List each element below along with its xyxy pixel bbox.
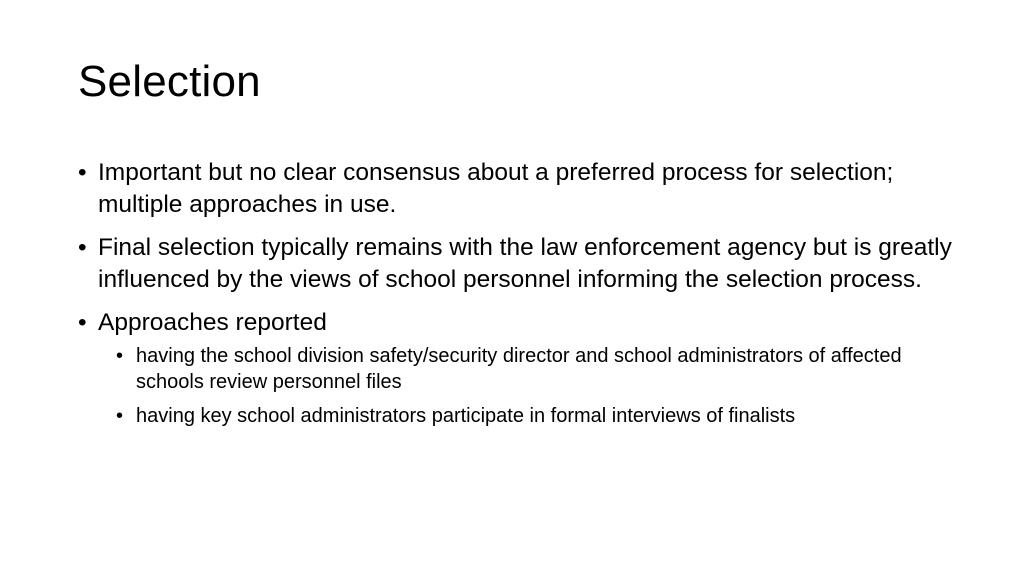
- sub-bullet-text: having the school division safety/security director and school administrators of affected schools review personnel files: [136, 345, 902, 393]
- sub-bullet-text: having key school administrators participate in formal interviews of finalists: [136, 405, 796, 427]
- sub-bullet-marker: •: [116, 405, 124, 427]
- bullet-text: Final selection typically remains with the law enforcement agency but is greatly influenced by the views of school personnel informing the selection process.: [98, 234, 952, 293]
- sub-bullet-marker: •: [116, 345, 124, 367]
- bullet-marker: •: [78, 234, 87, 261]
- bullet-text: Important but no clear consensus about a preferred process for selection; multiple approaches in use.: [98, 159, 894, 218]
- bullet-marker: •: [78, 309, 87, 336]
- bullet-marker: •: [78, 159, 87, 186]
- sub-bullet-item: [98, 403, 958, 429]
- slide-title: Selection: [78, 57, 261, 106]
- sub-bullet-list: [98, 343, 958, 429]
- bullet-list: [78, 157, 958, 440]
- bullet-item: [78, 307, 958, 429]
- bullet-item: [78, 232, 958, 296]
- bullet-item: [78, 157, 958, 221]
- sub-bullet-item: [98, 343, 958, 395]
- bullet-text: Approaches reported: [98, 309, 327, 336]
